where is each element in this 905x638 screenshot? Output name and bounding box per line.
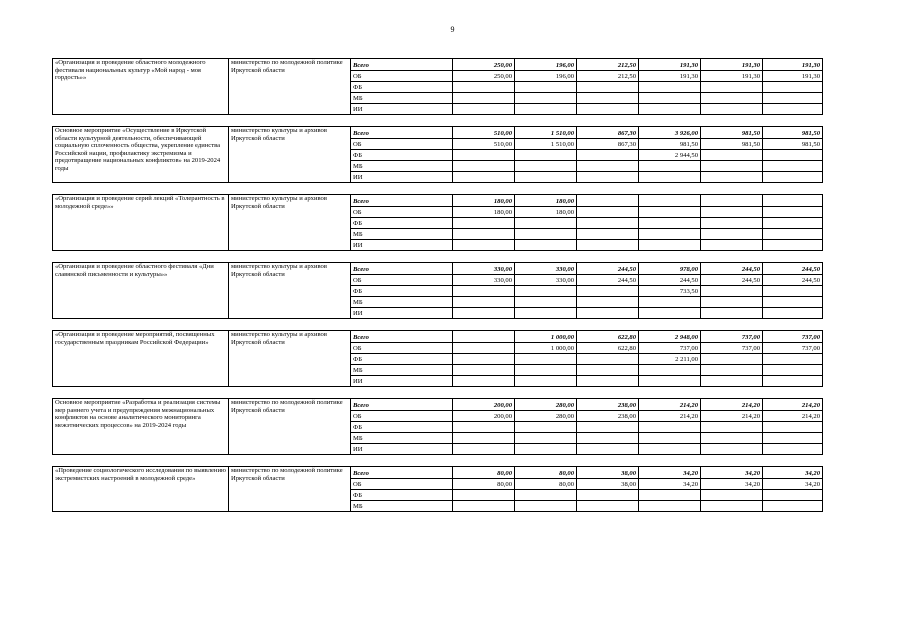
funding-source: ФБ (351, 150, 453, 161)
amount-cell: 737,00 (639, 343, 701, 354)
amount-cell: 34,20 (701, 467, 763, 479)
amount-cell: 244,50 (639, 275, 701, 286)
amount-cell (515, 218, 577, 229)
amount-cell: 2 948,00 (639, 331, 701, 343)
amount-cell (453, 297, 515, 308)
funding-source: ФБ (351, 218, 453, 229)
funding-source: ОБ (351, 275, 453, 286)
amount-cell (577, 207, 639, 218)
amount-cell: 238,00 (577, 399, 639, 411)
amount-cell (639, 501, 701, 512)
amount-cell (701, 308, 763, 319)
amount-cell (453, 161, 515, 172)
amount-cell: 196,00 (515, 71, 577, 82)
funding-source: ИИ (351, 376, 453, 387)
funding-source: ОБ (351, 479, 453, 490)
funding-source: МБ (351, 229, 453, 240)
amount-cell: 978,00 (639, 263, 701, 275)
funding-source: МБ (351, 365, 453, 376)
funding-source: ФБ (351, 490, 453, 501)
amount-cell: 981,50 (701, 139, 763, 150)
amount-cell (639, 93, 701, 104)
amount-cell (453, 365, 515, 376)
amount-cell (763, 240, 823, 251)
amount-cell: 191,30 (701, 59, 763, 71)
amount-cell: 191,30 (763, 59, 823, 71)
row-gap (53, 319, 823, 331)
amount-cell (515, 308, 577, 319)
amount-cell: 214,20 (639, 399, 701, 411)
amount-cell (515, 229, 577, 240)
amount-cell (515, 82, 577, 93)
amount-cell: 1 000,00 (515, 331, 577, 343)
amount-cell (577, 297, 639, 308)
funding-source: Всего (351, 127, 453, 139)
amount-cell: 200,00 (453, 399, 515, 411)
amount-cell: 196,00 (515, 59, 577, 71)
amount-cell (639, 490, 701, 501)
amount-cell: 244,50 (701, 275, 763, 286)
amount-cell (639, 297, 701, 308)
amount-cell: 280,00 (515, 411, 577, 422)
amount-cell: 214,20 (701, 399, 763, 411)
amount-cell (763, 150, 823, 161)
page-number: 9 (450, 25, 455, 34)
amount-cell: 191,30 (639, 71, 701, 82)
amount-cell (763, 93, 823, 104)
amount-cell: 510,00 (453, 127, 515, 139)
amount-cell (515, 422, 577, 433)
amount-cell (763, 308, 823, 319)
amount-cell: 212,50 (577, 59, 639, 71)
amount-cell: 244,50 (577, 263, 639, 275)
amount-cell (639, 422, 701, 433)
amount-cell (577, 308, 639, 319)
amount-cell: 2 211,00 (639, 354, 701, 365)
amount-cell (701, 286, 763, 297)
funding-source: ОБ (351, 139, 453, 150)
funding-source: МБ (351, 93, 453, 104)
amount-cell (701, 501, 763, 512)
amount-cell: 981,50 (763, 127, 823, 139)
funding-source: МБ (351, 501, 453, 512)
amount-cell (701, 218, 763, 229)
amount-cell (453, 172, 515, 183)
amount-cell (701, 433, 763, 444)
amount-cell (701, 297, 763, 308)
responsible-organization: министерство культуры и архивов Иркутской области (229, 195, 351, 251)
table-row (53, 263, 823, 275)
gap-cell (53, 115, 823, 127)
amount-cell (577, 422, 639, 433)
amount-cell: 737,00 (763, 331, 823, 343)
amount-cell: 330,00 (453, 263, 515, 275)
gap-cell (53, 387, 823, 399)
funding-source: ИИ (351, 308, 453, 319)
amount-cell (453, 501, 515, 512)
amount-cell: 34,20 (763, 479, 823, 490)
amount-cell (639, 433, 701, 444)
row-gap (53, 251, 823, 263)
amount-cell (763, 104, 823, 115)
activity-description: Основное мероприятие «Осуществление в Иркутской области культурной деятельности, обеспечивающей социальную сплоченность общества, укрепление единства Российской нации, профилактику экстремизма и предотвращение национальных конфликтов» на 2019-2024 годы (53, 127, 229, 183)
amount-cell: 238,00 (577, 411, 639, 422)
amount-cell (763, 376, 823, 387)
amount-cell: 80,00 (515, 479, 577, 490)
amount-cell (577, 218, 639, 229)
amount-cell (701, 490, 763, 501)
amount-cell (515, 286, 577, 297)
amount-cell: 80,00 (453, 479, 515, 490)
amount-cell: 80,00 (453, 467, 515, 479)
amount-cell (763, 286, 823, 297)
amount-cell (701, 172, 763, 183)
amount-cell: 34,20 (639, 467, 701, 479)
amount-cell (453, 354, 515, 365)
amount-cell (639, 218, 701, 229)
amount-cell: 244,50 (577, 275, 639, 286)
amount-cell: 1 000,00 (515, 343, 577, 354)
amount-cell: 214,20 (639, 411, 701, 422)
responsible-organization: министерство по молодежной политике Иркутской области (229, 59, 351, 115)
amount-cell (763, 218, 823, 229)
amount-cell (453, 286, 515, 297)
funding-source: ФБ (351, 286, 453, 297)
amount-cell (701, 422, 763, 433)
amount-cell (701, 150, 763, 161)
amount-cell: 280,00 (515, 399, 577, 411)
amount-cell (763, 365, 823, 376)
amount-cell (577, 376, 639, 387)
funding-source: Всего (351, 59, 453, 71)
table-row (53, 467, 823, 479)
activity-description: «Организация и проведение мероприятий, посвященных государственным праздникам Российской Федерации» (53, 331, 229, 387)
responsible-organization: министерство по молодежной политике Иркутской области (229, 399, 351, 455)
amount-cell (639, 365, 701, 376)
amount-cell (453, 93, 515, 104)
amount-cell (639, 172, 701, 183)
gap-cell (53, 183, 823, 195)
amount-cell (701, 93, 763, 104)
amount-cell (639, 195, 701, 207)
amount-cell (639, 161, 701, 172)
amount-cell (515, 376, 577, 387)
amount-cell: 622,80 (577, 331, 639, 343)
amount-cell (763, 195, 823, 207)
amount-cell: 3 926,00 (639, 127, 701, 139)
amount-cell (701, 376, 763, 387)
amount-cell: 34,20 (763, 467, 823, 479)
amount-cell: 867,30 (577, 139, 639, 150)
table-row (53, 399, 823, 411)
amount-cell (763, 354, 823, 365)
amount-cell: 737,00 (763, 343, 823, 354)
amount-cell (701, 207, 763, 218)
amount-cell: 212,50 (577, 71, 639, 82)
amount-cell (453, 218, 515, 229)
responsible-organization: министерство культуры и архивов Иркутской области (229, 263, 351, 319)
amount-cell (515, 150, 577, 161)
amount-cell (577, 93, 639, 104)
amount-cell (701, 444, 763, 455)
amount-cell: 250,00 (453, 71, 515, 82)
table-row (53, 127, 823, 139)
funding-source: ФБ (351, 422, 453, 433)
row-gap (53, 183, 823, 195)
amount-cell: 214,20 (701, 411, 763, 422)
gap-cell (53, 455, 823, 467)
amount-cell (577, 501, 639, 512)
amount-cell: 80,00 (515, 467, 577, 479)
amount-cell (701, 195, 763, 207)
amount-cell (763, 207, 823, 218)
amount-cell (763, 444, 823, 455)
amount-cell (515, 433, 577, 444)
amount-cell: 191,30 (639, 59, 701, 71)
amount-cell (763, 82, 823, 93)
funding-source: ФБ (351, 354, 453, 365)
activity-description: «Проведение социологического исследования по выявлению экстремистских настроений в молодежной среде» (53, 467, 229, 512)
amount-cell: 330,00 (515, 263, 577, 275)
activity-description: «Организация и проведение серий лекций «Толерантность в молодежной среде»» (53, 195, 229, 251)
gap-cell (53, 251, 823, 263)
activity-description: «Организация и проведение областного молодежного фестиваля национальных культур «Мой народ - моя гордость»» (53, 59, 229, 115)
funding-source: МБ (351, 161, 453, 172)
amount-cell (453, 376, 515, 387)
amount-cell: 180,00 (453, 195, 515, 207)
amount-cell (701, 365, 763, 376)
activity-description: «Организация и проведение областного фестиваля «Дни славянской письменности и культуры»» (53, 263, 229, 319)
amount-cell (453, 104, 515, 115)
amount-cell (763, 433, 823, 444)
funding-source: ИИ (351, 444, 453, 455)
amount-cell (453, 444, 515, 455)
amount-cell: 191,30 (763, 71, 823, 82)
funding-source: ОБ (351, 71, 453, 82)
table-row (53, 59, 823, 71)
amount-cell (763, 501, 823, 512)
amount-cell (763, 229, 823, 240)
amount-cell (763, 297, 823, 308)
amount-cell (515, 297, 577, 308)
amount-cell: 244,50 (763, 275, 823, 286)
amount-cell: 244,50 (763, 263, 823, 275)
amount-cell (701, 161, 763, 172)
amount-cell: 180,00 (453, 207, 515, 218)
amount-cell: 981,50 (639, 139, 701, 150)
amount-cell: 733,50 (639, 286, 701, 297)
amount-cell (453, 308, 515, 319)
responsible-organization: министерство культуры и архивов Иркутской области (229, 127, 351, 183)
funding-source: Всего (351, 263, 453, 275)
amount-cell: 330,00 (515, 275, 577, 286)
amount-cell (701, 354, 763, 365)
amount-cell (639, 229, 701, 240)
amount-cell (515, 501, 577, 512)
amount-cell: 191,30 (701, 71, 763, 82)
funding-source: МБ (351, 433, 453, 444)
amount-cell: 1 510,00 (515, 139, 577, 150)
amount-cell (639, 104, 701, 115)
row-gap (53, 115, 823, 127)
amount-cell (763, 490, 823, 501)
amount-cell (577, 433, 639, 444)
funding-source: ФБ (351, 82, 453, 93)
amount-cell (701, 229, 763, 240)
amount-cell: 38,00 (577, 467, 639, 479)
amount-cell (515, 104, 577, 115)
amount-cell: 867,30 (577, 127, 639, 139)
table-row (53, 195, 823, 207)
amount-cell (515, 172, 577, 183)
activity-description: Основное мероприятие «Разработка и реализация системы мер раннего учета и предупреждения межнациональных конфликтов на основе аналитического мониторинга межэтнических процессов» на 2019-2024 годы (53, 399, 229, 455)
amount-cell: 737,00 (701, 331, 763, 343)
amount-cell (577, 82, 639, 93)
table-row (53, 331, 823, 343)
amount-cell (515, 240, 577, 251)
amount-cell (577, 490, 639, 501)
amount-cell (453, 331, 515, 343)
amount-cell: 330,00 (453, 275, 515, 286)
amount-cell (577, 161, 639, 172)
funding-source: Всего (351, 399, 453, 411)
amount-cell (763, 422, 823, 433)
amount-cell (453, 229, 515, 240)
amount-cell: 737,00 (701, 343, 763, 354)
amount-cell: 622,80 (577, 343, 639, 354)
amount-cell (453, 490, 515, 501)
amount-cell (577, 240, 639, 251)
amount-cell (577, 172, 639, 183)
amount-cell: 38,00 (577, 479, 639, 490)
amount-cell (453, 150, 515, 161)
amount-cell (639, 308, 701, 319)
funding-source: ОБ (351, 411, 453, 422)
funding-source: ИИ (351, 240, 453, 251)
funding-source: Всего (351, 467, 453, 479)
amount-cell (577, 286, 639, 297)
amount-cell (577, 229, 639, 240)
funding-source: ИИ (351, 172, 453, 183)
amount-cell: 34,20 (701, 479, 763, 490)
amount-cell (701, 82, 763, 93)
amount-cell: 180,00 (515, 195, 577, 207)
amount-cell (515, 161, 577, 172)
amount-cell (639, 444, 701, 455)
amount-cell (453, 82, 515, 93)
amount-cell: 34,20 (639, 479, 701, 490)
amount-cell (453, 422, 515, 433)
amount-cell: 200,00 (453, 411, 515, 422)
amount-cell: 244,50 (701, 263, 763, 275)
responsible-organization: министерство по молодежной политике Иркутской области (229, 467, 351, 512)
amount-cell: 214,20 (763, 411, 823, 422)
amount-cell (763, 172, 823, 183)
amount-cell (453, 433, 515, 444)
amount-cell (453, 240, 515, 251)
row-gap (53, 387, 823, 399)
amount-cell (515, 354, 577, 365)
amount-cell (515, 365, 577, 376)
funding-source: Всего (351, 195, 453, 207)
amount-cell (701, 240, 763, 251)
funding-source: МБ (351, 297, 453, 308)
funding-source: ОБ (351, 207, 453, 218)
amount-cell (763, 161, 823, 172)
amount-cell (639, 376, 701, 387)
amount-cell (515, 444, 577, 455)
amount-cell (577, 365, 639, 376)
gap-cell (53, 319, 823, 331)
amount-cell: 250,00 (453, 59, 515, 71)
amount-cell: 180,00 (515, 207, 577, 218)
amount-cell: 981,50 (763, 139, 823, 150)
amount-cell (639, 82, 701, 93)
amount-cell (577, 104, 639, 115)
responsible-organization: министерство культуры и архивов Иркутской области (229, 331, 351, 387)
amount-cell (515, 93, 577, 104)
funding-source: Всего (351, 331, 453, 343)
funding-source: ИИ (351, 104, 453, 115)
amount-cell (639, 240, 701, 251)
amount-cell (639, 207, 701, 218)
amount-cell: 1 510,00 (515, 127, 577, 139)
amount-cell (701, 104, 763, 115)
amount-cell: 214,20 (763, 399, 823, 411)
amount-cell (515, 490, 577, 501)
amount-cell: 2 944,50 (639, 150, 701, 161)
amount-cell (577, 195, 639, 207)
amount-cell: 510,00 (453, 139, 515, 150)
amount-cell: 981,50 (701, 127, 763, 139)
financing-table (52, 58, 823, 512)
amount-cell (577, 354, 639, 365)
amount-cell (453, 343, 515, 354)
funding-source: ОБ (351, 343, 453, 354)
amount-cell (577, 444, 639, 455)
row-gap (53, 455, 823, 467)
amount-cell (577, 150, 639, 161)
